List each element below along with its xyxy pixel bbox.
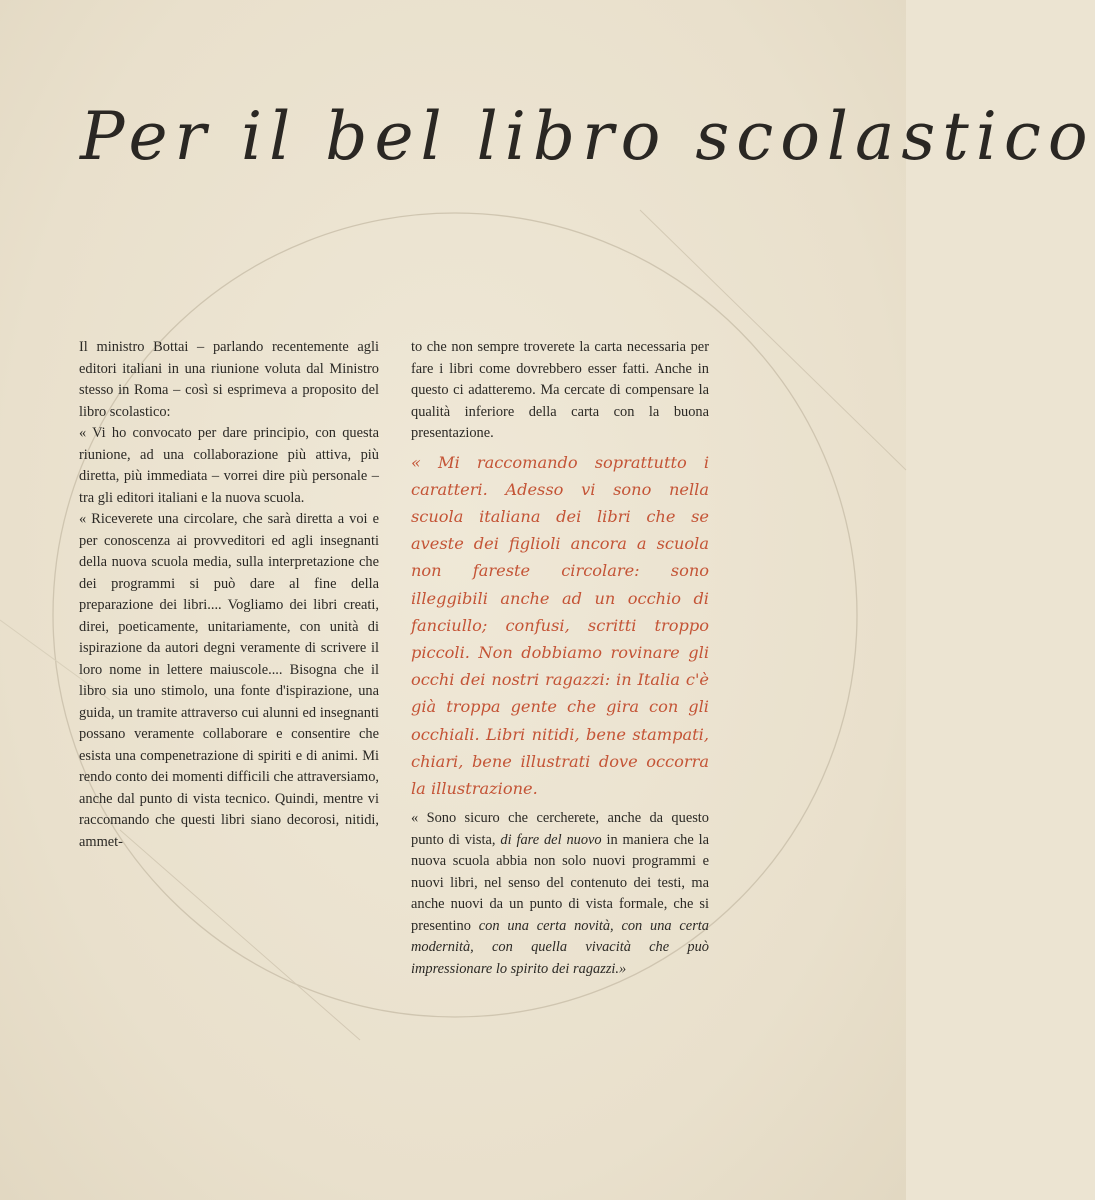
paragraph-convocation: « Vi ho convocato per dare principio, con questa riunione, ad una collaborazione più attiva, più diretta, più immediata – vorrei dire più personale – tra gli editori italiani e la nuova scuola. xyxy=(79,425,379,506)
paragraph-paper: to che non sempre troverete la carta necessaria per fare i libri come dovrebbero esser fatti. Anche in questo ci adatteremo. Ma cercate di compensare la qualità inferiore della carta con la buona presentazione. xyxy=(411,339,709,441)
left-text-column xyxy=(79,337,379,853)
paragraph-intro: Il ministro Bottai – parlando recentemente agli editori italiani in una riunione voluta dal Ministro stesso in Roma – così si esprimeva a proposito del libro scolastico: xyxy=(79,339,379,420)
closing-italic-phrase: di fare del nuovo xyxy=(500,831,602,848)
faint-diagonal-line-bottom xyxy=(120,830,360,1040)
page-title: Per il bel libro scolastico xyxy=(80,98,1095,175)
paragraph-closing xyxy=(411,808,709,980)
closing-text-c: in maniera che la nuova scuola abbia non solo nuovi programmi e nuovi libri, nel senso del contenuto dei testi, ma anche nuovi da un punto di vista formale, che si presentino xyxy=(411,831,710,934)
right-text-column xyxy=(411,337,709,980)
closing-text-a: « Sono sicuro che cercherete, anche da questo punto di vista, xyxy=(411,810,709,848)
paragraph-circular: « Riceverete una circolare, che sarà diretta a voi e per conoscenza ai provveditori ed agli insegnanti della nuova scuola media, sulla interpretazione che dei programmi si può dare al fine della preparazione dei libri.... Vogliamo dei libri creati, direi, poeticamente, unitariamente, con unità di ispirazione da autori degni veramente di scrivere il loro nome in lettere maiuscole.... Bisogna che il libro sia uno stimolo, una fonte d'ispirazione, una guida, un tramite attraverso cui alunni ed insegnanti possano veramente collaborare e consentire che esista una compenetrazione di spiriti e di animi. Mi rendo conto dei momenti difficili che attraversiamo, anche dal punto di vista tecnico. Quindi, mentre vi raccomando che questi libri siano decorosi, nitidi, ammet- xyxy=(79,511,379,850)
closing-italic-ending: con una certa novità, con una certa modernità, con quella vivacità che può impressionare lo spirito dei ragazzi.» xyxy=(411,917,709,977)
red-italic-quote: « Mi raccomando soprattutto i caratteri. Adesso vi sono nella scuola italiana dei libri che se aveste dei figlioli ancora a scuola non fareste circolare: sono illeggibili anche ad un occhio di fanciullo; confusi, scritti troppo piccoli. Non dobbiamo rovinare gli occhi dei nostri ragazzi: in Italia c'è già troppa gente che gira con gli occhiali. Libri nitidi, bene stampati, chiari, bene illustrati dove occorra la illustrazione. xyxy=(411,452,709,798)
